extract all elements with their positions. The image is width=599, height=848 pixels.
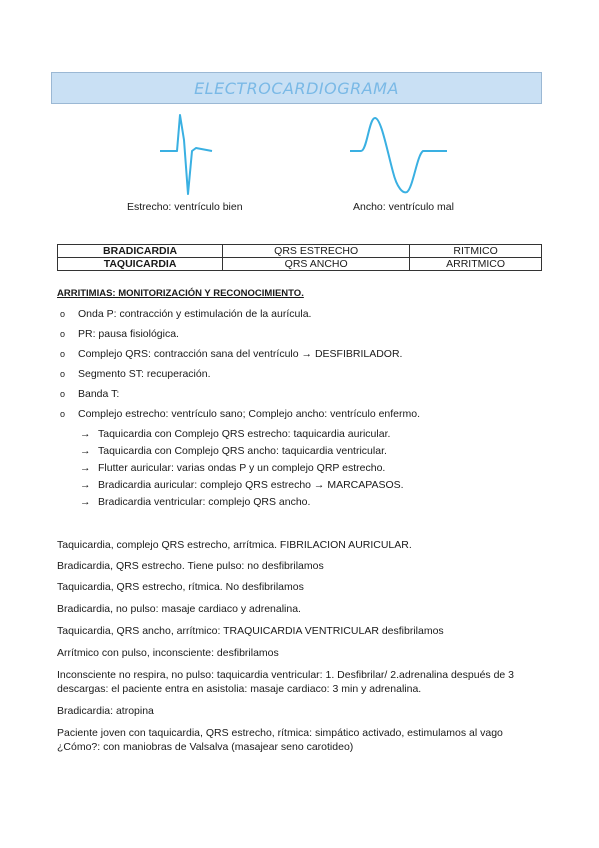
list-item bbox=[57, 307, 420, 327]
table-cell: ARRITMICO bbox=[410, 258, 542, 271]
list-item bbox=[57, 367, 420, 387]
list-item-text: Complejo QRS: contracción sana del ventrículo → DESFIBRILADOR. bbox=[78, 348, 403, 360]
paragraph: Arrítmico con pulso, inconsciente: desfibrilamos bbox=[57, 647, 279, 659]
list-item-text: Banda T: bbox=[78, 388, 120, 400]
list-item bbox=[80, 496, 404, 513]
list-item bbox=[57, 387, 420, 407]
bullet-mark: o bbox=[60, 329, 66, 339]
paragraph: Bradicardia, QRS estrecho. Tiene pulso: no desfibrilamos bbox=[57, 560, 324, 572]
arrow-icon: → bbox=[80, 462, 91, 474]
page-title: ELECTROCARDIOGRAMA bbox=[194, 78, 399, 98]
wide-qrs-line bbox=[350, 118, 447, 192]
title-banner bbox=[51, 72, 542, 104]
list-item-text: PR: pausa fisiológica. bbox=[78, 328, 179, 340]
paragraph: Inconsciente no respira, no pulso: taquicardia ventricular: 1. Desfibrilar/ 2.adrenalina después de 3 descargas: el paciente entra en asistolia: masaje cardiaco: 3 min y adrenalina. bbox=[57, 669, 515, 695]
wide-qrs-waveform bbox=[345, 110, 455, 200]
list-item bbox=[57, 347, 420, 367]
paragraph: Taquicardia, QRS ancho, arrítmico: TRAQUICARDIA VENTRICULAR desfibrilamos bbox=[57, 625, 444, 637]
list-item-text: Flutter auricular: varias ondas P y un complejo QRP estrecho. bbox=[98, 462, 386, 474]
table-cell: BRADICARDIA bbox=[58, 245, 223, 258]
list-item-text: Bradicardia auricular: complejo QRS estrecho → MARCAPASOS. bbox=[98, 479, 404, 491]
table-row bbox=[58, 245, 542, 258]
list-item-text: Complejo estrecho: ventrículo sano; Complejo ancho: ventrículo enfermo. bbox=[78, 408, 421, 420]
section-title: ARRITIMIAS: MONITORIZACIÓN Y RECONOCIMIENTO. bbox=[57, 288, 304, 299]
table-cell: QRS ESTRECHO bbox=[223, 245, 410, 258]
bullet-mark: o bbox=[60, 349, 66, 359]
bullet-mark: o bbox=[60, 309, 66, 319]
paragraph: Paciente joven con taquicardia, QRS estrecho, rítmica: simpático activado, estimulamos al vago ¿Cómo?: con maniobras de Valsalva (masajear seno carotideo) bbox=[57, 727, 503, 753]
bullet-mark: o bbox=[60, 409, 66, 419]
table-cell: RITMICO bbox=[410, 245, 542, 258]
arrow-icon: → bbox=[80, 496, 91, 508]
narrow-qrs-line bbox=[160, 115, 212, 194]
list-item-text: Onda P: contracción y estimulación de la aurícula. bbox=[78, 308, 312, 320]
bullet-list bbox=[57, 307, 420, 427]
paragraph: Bradicardia, no pulso: masaje cardiaco y adrenalina. bbox=[57, 603, 301, 615]
list-item-text: Taquicardia con Complejo QRS ancho: taquicardia ventricular. bbox=[98, 445, 387, 457]
arrow-icon: → bbox=[80, 445, 91, 457]
table-cell: TAQUICARDIA bbox=[58, 258, 223, 271]
list-item bbox=[80, 445, 404, 462]
list-item-text: Segmento ST: recuperación. bbox=[78, 368, 211, 380]
wide-qrs-caption: Ancho: ventrículo mal bbox=[353, 201, 454, 213]
list-item bbox=[57, 327, 420, 347]
list-item bbox=[80, 462, 404, 479]
bullet-mark: o bbox=[60, 369, 66, 379]
table-cell: QRS ANCHO bbox=[223, 258, 410, 271]
list-item-text: Bradicardia ventricular: complejo QRS ancho. bbox=[98, 496, 311, 508]
table-row bbox=[58, 258, 542, 271]
paragraph: Bradicardia: atropina bbox=[57, 705, 154, 717]
narrow-qrs-waveform bbox=[150, 110, 230, 200]
paragraph: Taquicardia, QRS estrecho, rítmica. No desfibrilamos bbox=[57, 581, 304, 593]
list-item bbox=[57, 407, 420, 427]
paragraph: Taquicardia, complejo QRS estrecho, arrítmica. FIBRILACION AURICULAR. bbox=[57, 539, 412, 551]
arrow-icon: → bbox=[80, 428, 91, 440]
arrow-list bbox=[80, 428, 404, 513]
list-item-text: Taquicardia con Complejo QRS estrecho: taquicardia auricular. bbox=[98, 428, 391, 440]
list-item bbox=[80, 479, 404, 496]
narrow-qrs-caption: Estrecho: ventrículo bien bbox=[127, 201, 243, 213]
arrow-icon: → bbox=[80, 479, 91, 491]
arrhythmia-table bbox=[57, 244, 542, 271]
bullet-mark: o bbox=[60, 389, 66, 399]
list-item bbox=[80, 428, 404, 445]
